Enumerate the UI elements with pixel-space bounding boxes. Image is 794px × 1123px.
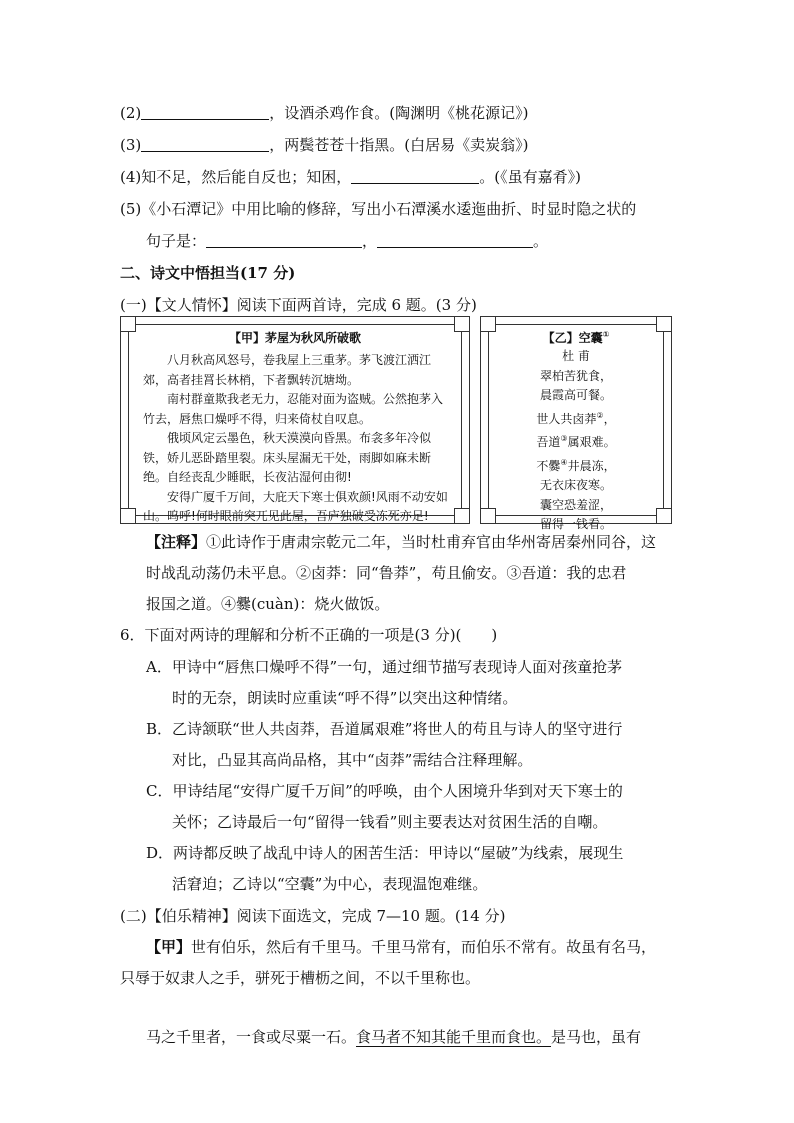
part1-heading: (一)【文人情怀】阅读下面两首诗，完成 6 题。(3 分) [120,296,477,314]
passage-jia-line-2: 只辱于奴隶人之手，骈死于槽枥之间，不以千里称也。 [120,969,481,987]
poem-yi-box [480,316,672,531]
option-d-cont: 活窘迫；乙诗以“空囊”为中心，表现温饱难继。 [172,875,488,893]
notes-line-2: 时战乱动荡仍未平息。②卤莽：同“鲁莽”，苟且偷安。③吾道：我的忠君 [146,564,627,582]
underlined-sentence: 食马者不知其能千里而食也。 [356,1028,552,1046]
poem-jia-title: 【甲】茅屋为秋风所破歌 [228,331,361,345]
answer-blank[interactable] [377,233,533,248]
fill-blank-3: (3) ，两鬓苍苍十指黑。(白居易《卖炭翁》) [120,136,529,154]
option-c: C．甲诗结尾“安得广厦千万间”的呼唤，由个人困境升华到对天下寒士的 [146,782,623,800]
option-b: B．乙诗颔联“世人共卤莽，吾道属艰难”将世人的苟且与诗人的坚守进行 [146,720,623,738]
poem-yi-author: 杜 甫 [562,349,590,363]
fill-blank-5: (5)《小石潭记》中用比喻的修辞，写出小石潭溪水逶迤曲折、时显时隐之状的 [120,200,637,218]
passage-jia-line-3: 马之千里者，一食或尽粟一石。食马者不知其能千里而食也。是马也，虽有 [146,1028,642,1046]
option-a-cont: 时的无奈，朗读时应重读“呼不得”以突出这种情绪。 [172,689,518,707]
answer-blank[interactable] [141,137,269,152]
poem-jia-text: 八月秋高风怒号，卷我屋上三重茅。茅飞渡江洒江郊，高者挂罥长林梢，下者飘转沉塘坳。 南村群童欺我老无力，忍能对面为盗贼。公然抱茅入竹去，唇焦口燥呼不得，归来倚杖自叹息。 俄顷风定云墨色，秋天漠漠向昏黑。布衾多年冷似铁，娇儿恶卧踏里裂。床头屋漏无干处，雨脚如麻未断绝。自经丧乱少睡眠，长夜沾湿何由彻! 安得广厦千万间，大庇天下寒士俱欢颜!风雨不动安如山。呜呼!何时眼前突兀见此屋，吾庐独破受冻死亦足! [143,353,448,523]
poem-yi-title: 【乙】空囊① [542,330,610,345]
option-d: D．两诗都反映了战乱中诗人的困苦生活：甲诗以“屋破”为线索，展现生 [146,844,624,862]
question-6-stem: 6．下面对两诗的理解和分析不正确的一项是(3 分)( ) [120,626,498,644]
answer-blank[interactable] [351,169,479,184]
answer-blank[interactable] [206,233,362,248]
option-c-cont: 关怀；乙诗最后一句“留得一钱看”则主要表达对贫困生活的自嘲。 [172,813,608,831]
notes-line-1: 【注释】①此诗作于唐肃宗乾元二年，当时杜甫弃官由华州寄居秦州同谷，这 [146,533,657,551]
fill-blank-5-cont: 句子是： ， 。 [146,232,549,250]
option-a: A．甲诗中“唇焦口燥呼不得”一句，通过细节描写表现诗人面对孩童抢茅 [146,658,623,676]
option-b-cont: 对比，凸显其高尚品格，其中“卤莽”需结合注释理解。 [172,751,533,769]
passage-jia-line-1: 【甲】世有伯乐，然后有千里马。千里马常有，而伯乐不常有。故虽有名马， [146,938,657,956]
poem-yi-text: 杜 甫 翠柏苦犹食， 晨霞高可餐。 世人共卤莽②， 吾道③属艰难。 不爨④井晨冻， 无衣床夜寒。 囊空恐羞涩， 留得一钱看。 [481,347,671,535]
poem-jia-box [120,316,470,524]
part2-heading: (二)【伯乐精神】阅读下面选文，完成 7—10 题。(14 分) [120,907,506,925]
fill-blank-2: (2) ，设酒杀鸡作食。(陶渊明《桃花源记》) [120,104,529,122]
notes-line-3: 报国之道。④爨(cuàn)：烧火做饭。 [146,595,390,613]
answer-blank[interactable] [141,105,269,120]
fill-blank-4: (4)知不足，然后能自反也；知困， 。(《虽有嘉肴》) [120,168,581,186]
section-title: 二、诗文中悟担当(17 分) [120,264,296,282]
frame-corner [454,508,470,524]
frame-corner [120,508,136,524]
